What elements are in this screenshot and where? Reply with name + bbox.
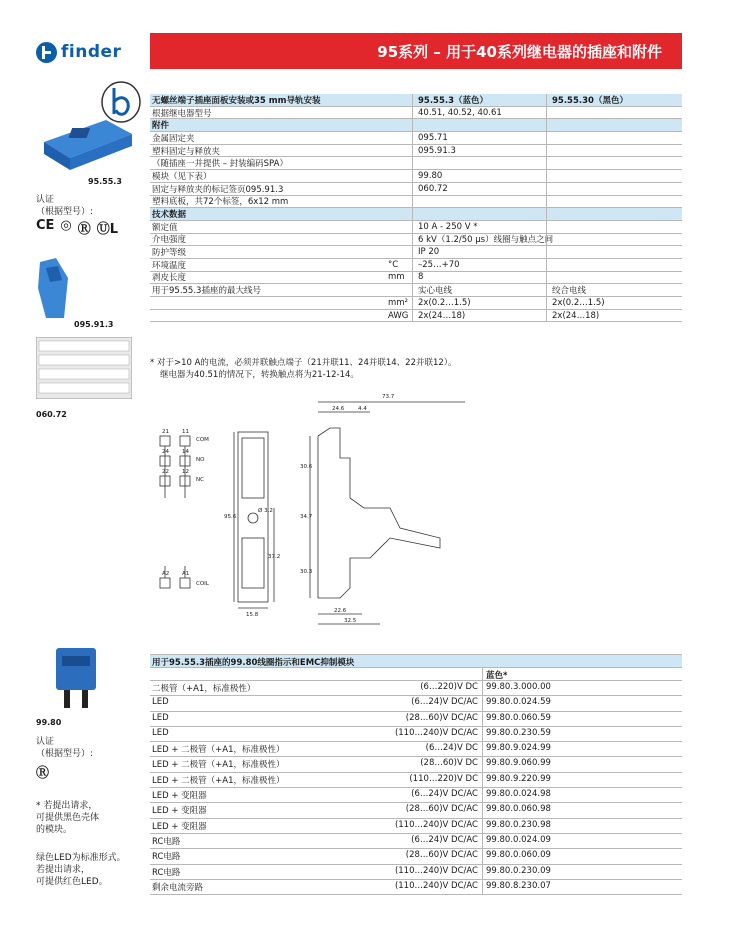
spec-cell-v1: 实心电线 bbox=[418, 286, 453, 297]
module-range: (110…220)V DC bbox=[409, 773, 478, 784]
module-row bbox=[150, 696, 682, 711]
csa-icon: ◎ bbox=[60, 218, 72, 233]
spec-cell-unit: mm bbox=[388, 272, 405, 283]
spec-cell-label: 剥皮长度 bbox=[152, 273, 187, 284]
spec-cell-v1: 99.80 bbox=[418, 170, 443, 181]
module-range: (6…24)V DC/AC bbox=[411, 789, 478, 800]
module-row bbox=[150, 803, 682, 818]
module-type: RC电路 bbox=[152, 852, 181, 863]
module-range: (6…24)V DC bbox=[425, 743, 478, 754]
module-code-cell: 99.80.0.230.98 bbox=[486, 819, 551, 830]
spec-row bbox=[150, 297, 682, 310]
spec-row bbox=[150, 246, 682, 259]
page-title bbox=[150, 33, 682, 69]
module-row bbox=[150, 681, 682, 696]
module-row bbox=[150, 773, 682, 788]
spec-row bbox=[150, 119, 682, 132]
socket-code: 95.55.3 bbox=[88, 177, 122, 186]
spec-cell-v1: 40.51, 40.52, 40.61 bbox=[418, 107, 502, 118]
spec-cell-v2: 2x(24…18) bbox=[552, 310, 600, 321]
module-type: LED + 变阻器 bbox=[152, 806, 207, 817]
ce-mark-icon: CE bbox=[36, 218, 55, 233]
module-range: (28…60)V DC/AC bbox=[405, 850, 478, 861]
gost-icon-2: Ⓡ bbox=[36, 766, 50, 781]
spec-header-col1: 95.55.3（蓝色） bbox=[418, 95, 489, 106]
dimension-label: 37.2 bbox=[268, 554, 281, 560]
module-row bbox=[150, 834, 682, 849]
clip-image bbox=[34, 258, 74, 322]
spec-cell-label: 模块（见下表） bbox=[152, 171, 212, 182]
module-code-cell: 99.80.0.060.98 bbox=[486, 804, 551, 815]
dimension-label: 24.6 bbox=[332, 406, 345, 412]
spec-cell-unit: mm² bbox=[388, 297, 408, 308]
cert-icons bbox=[36, 218, 118, 237]
module-row bbox=[150, 712, 682, 727]
module-table-title-row bbox=[150, 654, 682, 668]
spec-row bbox=[150, 145, 682, 158]
spec-cell-v1: 095.71 bbox=[418, 132, 448, 143]
spec-cell-v1: 2x(0.2…1.5) bbox=[418, 297, 471, 308]
cert-sub-2: （根据型号）: bbox=[36, 749, 94, 759]
dimension-label: 4.4 bbox=[358, 406, 367, 412]
module-row bbox=[150, 880, 682, 895]
module-code-cell: 99.80.3.000.00 bbox=[486, 682, 551, 692]
module-type: LED + 二极管（+A1，标准极性） bbox=[152, 775, 285, 786]
module-type: LED bbox=[152, 712, 169, 723]
module-code-cell: 99.80.9.220.99 bbox=[486, 773, 551, 784]
spec-row bbox=[150, 107, 682, 120]
module-type: RC电路 bbox=[152, 867, 181, 878]
pin-label: 21 bbox=[162, 429, 169, 435]
pin-label: NC bbox=[196, 477, 204, 483]
module-code-cell: 99.80.9.060.99 bbox=[486, 758, 551, 769]
module-note-black: * 若提出请求， 可提供黑色壳体 的模块。 bbox=[36, 801, 100, 835]
clip-code: 095.91.3 bbox=[74, 320, 114, 329]
spec-row bbox=[150, 132, 682, 145]
spec-cell-v1: 095.91.3 bbox=[418, 145, 456, 156]
dimension-label: 32.5 bbox=[344, 618, 357, 624]
module-type: LED + 二极管（+A1，标准极性） bbox=[152, 760, 285, 771]
spec-row bbox=[150, 310, 682, 323]
module-code-cell: 99.80.0.060.09 bbox=[486, 850, 551, 861]
module-note-led: 绿色LED为标准形式。 若提出请求， 可提供红色LED。 bbox=[36, 853, 126, 887]
spec-cell-label: 环境温度 bbox=[152, 260, 187, 271]
spec-cell-v1: 060.72 bbox=[418, 183, 448, 194]
dimension-label: 22.6 bbox=[334, 608, 347, 614]
pin-label: A2 bbox=[162, 571, 170, 577]
spec-cell-label: 固定与释放夹的标记签页095.91.3 bbox=[152, 184, 284, 195]
module-code-cell: 99.80.0.024.59 bbox=[486, 697, 551, 708]
spec-cell-label: 塑料固定与释放夹 bbox=[152, 146, 221, 157]
pin-label: 24 bbox=[162, 449, 169, 455]
spec-cell-label: 根据继电器型号 bbox=[152, 108, 212, 119]
spec-row bbox=[150, 284, 682, 297]
module-row bbox=[150, 742, 682, 757]
footnote-line-1: * 对于>10 A的电流，必须并联触点端子（21并联11、24并联14、22并联12）。 bbox=[150, 358, 457, 368]
module-type: LED + 变阻器 bbox=[152, 821, 207, 832]
spec-header-label: 无螺丝端子插座面板安装或35 mm导轨安装 bbox=[152, 95, 321, 106]
module-range: (6…220)V DC bbox=[420, 682, 478, 692]
module-code-cell: 99.80.9.024.99 bbox=[486, 743, 551, 754]
module-range: (28…60)V DC bbox=[420, 758, 478, 769]
dimension-label: 95.6 bbox=[224, 514, 237, 520]
module-type: LED bbox=[152, 727, 169, 738]
spec-cell-label: 技术数据 bbox=[152, 210, 187, 221]
module-row bbox=[150, 849, 682, 864]
spec-row bbox=[150, 170, 682, 183]
pin-label: 11 bbox=[182, 429, 189, 435]
module-range: (6…24)V DC/AC bbox=[411, 697, 478, 708]
dimension-label: 34.7 bbox=[300, 514, 313, 520]
spec-cell-unit: AWG bbox=[388, 310, 409, 321]
module-code-cell: 99.80.8.230.07 bbox=[486, 880, 551, 891]
spec-row bbox=[150, 157, 682, 170]
module-type: LED bbox=[152, 697, 169, 708]
module-code-cell: 99.80.0.230.59 bbox=[486, 727, 551, 738]
finder-logo-icon bbox=[36, 42, 57, 63]
module-table-title: 用于95.55.3插座的99.80线圈指示和EMC抑制模块 bbox=[152, 658, 355, 668]
spec-cell-label: 塑料底板，共72个标签，6x12 mm bbox=[152, 197, 289, 208]
module-row bbox=[150, 819, 682, 834]
module-type: RC电路 bbox=[152, 836, 181, 847]
spec-cell-v2: 绞合电线 bbox=[552, 286, 587, 297]
module-row bbox=[150, 757, 682, 772]
spec-cell-label: 介电强度 bbox=[152, 235, 187, 246]
spec-cell-v2: 2x(0.2…1.5) bbox=[552, 297, 605, 308]
module-table-colheader bbox=[150, 668, 682, 681]
dimension-label: 15.8 bbox=[246, 612, 259, 618]
spec-row bbox=[150, 196, 682, 209]
gost-icon: Ⓡ bbox=[77, 222, 91, 237]
spec-cell-label: 额定值 bbox=[152, 222, 178, 233]
logo-text: finder bbox=[61, 42, 122, 62]
spec-table bbox=[150, 94, 682, 322]
module-image bbox=[50, 646, 100, 710]
module-row bbox=[150, 727, 682, 742]
tag-sheet-image bbox=[36, 337, 132, 399]
pin-label: 14 bbox=[182, 449, 189, 455]
module-code-cell: 99.80.0.024.98 bbox=[486, 789, 551, 800]
spec-cell-label: （随插座一并提供 – 封装编码SPA） bbox=[152, 159, 288, 170]
pin-label: A1 bbox=[182, 571, 190, 577]
module-range: (28…60)V DC/AC bbox=[405, 712, 478, 723]
dimension-label: 73.7 bbox=[382, 394, 395, 400]
socket-image bbox=[36, 112, 136, 174]
module-range: (110…240)V DC/AC bbox=[394, 819, 478, 830]
module-code: 99.80 bbox=[36, 718, 62, 727]
module-range: (110…240)V DC/AC bbox=[394, 880, 478, 891]
spec-cell-label: 防护等级 bbox=[152, 248, 187, 259]
module-type: LED + 变阻器 bbox=[152, 791, 207, 802]
dimension-label: 30.6 bbox=[300, 464, 313, 470]
pin-label: 12 bbox=[182, 469, 189, 475]
module-range: (28…60)V DC/AC bbox=[405, 804, 478, 815]
spec-cell-v1: IP 20 bbox=[418, 247, 440, 258]
spec-cell-v1: –25…+70 bbox=[418, 259, 460, 270]
page-title-text: 95系列 – 用于40系列继电器的插座和附件 bbox=[377, 42, 662, 61]
module-code-cell: 99.80.0.060.59 bbox=[486, 712, 551, 723]
spec-header-col2: 95.55.30（黑色） bbox=[552, 95, 628, 106]
spec-cell-v1: 2x(24…18) bbox=[418, 310, 466, 321]
spec-row bbox=[150, 272, 682, 285]
spec-cell-unit: °C bbox=[388, 259, 399, 270]
module-table bbox=[150, 654, 682, 895]
module-col-header: 蓝色* bbox=[486, 671, 508, 681]
spec-row bbox=[150, 183, 682, 196]
pin-label: 22 bbox=[162, 469, 169, 475]
finder-logo bbox=[36, 40, 136, 64]
pin-label: COIL bbox=[196, 581, 209, 587]
module-range: (110…240)V DC/AC bbox=[394, 727, 478, 738]
dimension-label: Ø 3.2 bbox=[258, 508, 273, 514]
module-type: LED + 二极管（+A1，标准极性） bbox=[152, 745, 285, 756]
module-row bbox=[150, 865, 682, 880]
pin-label: COM bbox=[196, 437, 209, 443]
footnote-line-2: 继电器为40.51的情况下，转换触点将为21-12-14。 bbox=[160, 370, 359, 380]
spec-cell-label: 金属固定夹 bbox=[152, 133, 195, 144]
pin-label: NO bbox=[196, 457, 205, 463]
spec-row bbox=[150, 221, 682, 234]
spec-row bbox=[150, 259, 682, 272]
spec-cell-label: 附件 bbox=[152, 121, 170, 132]
module-type: 剩余电流旁路 bbox=[152, 882, 204, 893]
module-code-cell: 99.80.0.024.09 bbox=[486, 834, 551, 845]
dimension-drawing bbox=[150, 388, 550, 634]
ul-icon: ⓊL bbox=[96, 222, 119, 237]
spec-row bbox=[150, 208, 682, 221]
module-range: (110…240)V DC/AC bbox=[394, 865, 478, 876]
cert-label: 认证 bbox=[36, 195, 55, 205]
spec-cell-label: 用于95.55.3插座的最大线号 bbox=[152, 286, 261, 297]
spec-cell-v1: 8 bbox=[418, 272, 424, 283]
spec-cell-v1: 6 kV（1.2/50 μs）线圈与触点之间 bbox=[418, 235, 554, 246]
spec-cell-v1: 10 A - 250 V * bbox=[418, 221, 478, 232]
cert-label-2: 认证 bbox=[36, 737, 55, 747]
module-row bbox=[150, 788, 682, 803]
tag-code: 060.72 bbox=[36, 410, 67, 419]
module-code-cell: 99.80.0.230.09 bbox=[486, 865, 551, 876]
cert-sub: （根据型号）: bbox=[36, 207, 94, 217]
module-type: 二极管（+A1，标准极性） bbox=[152, 684, 256, 694]
module-range: (6…24)V DC/AC bbox=[411, 834, 478, 845]
dimension-label: 30.3 bbox=[300, 569, 313, 575]
spec-row bbox=[150, 234, 682, 247]
spec-table-header bbox=[150, 94, 682, 107]
